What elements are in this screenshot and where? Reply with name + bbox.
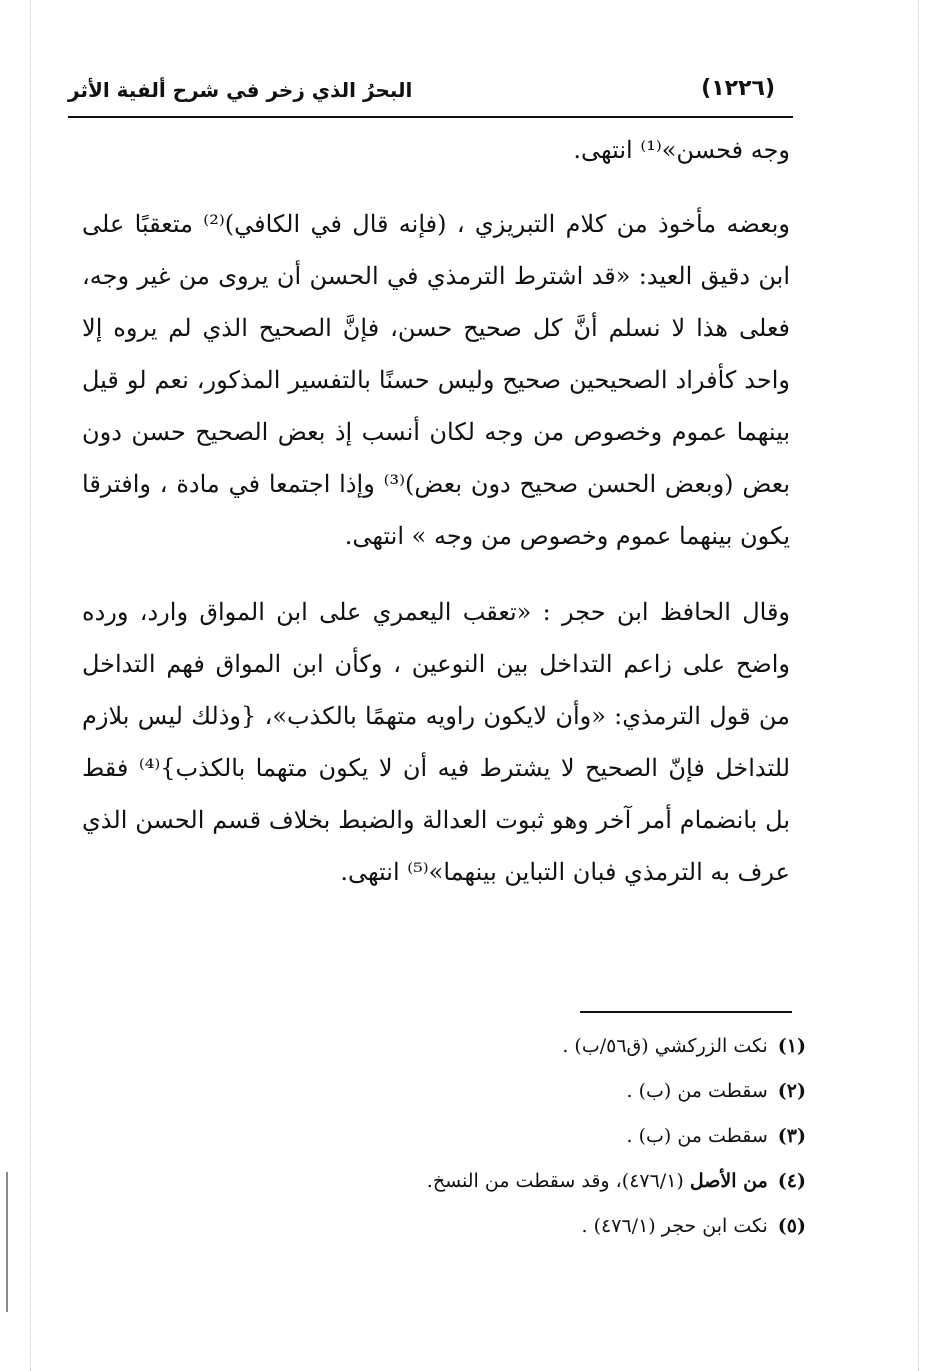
- page-header: [68, 62, 793, 118]
- footnote-4: [300, 1159, 806, 1204]
- paragraph-3: وقال الحافظ ابن حجر : «تعقب اليعمري على ابن المواق وارد، ورده واضح على زاعم التداخل بين النوعين ، وكأن ابن المواق فهم التداخل من قول الترمذي: «وأن لايكون راويه متهمًا بالكذب»، {وذلك ليس بلازم للتداخل فإنّ الصحيح لا يشترط فيه أن لا يكون متهما بالكذب}⁽⁴⁾ فقط بل بانضمام أمر آخر وهو ثبوت العدالة والضبط بخلاف قسم الحسن الذي عرف به الترمذي فبان التباين بينهما»⁽⁵⁾ انتهى.: [82, 598, 791, 886]
- footnote-3: [300, 1114, 806, 1159]
- footnote-1: [300, 1024, 806, 1069]
- margin-dots-right: [918, 0, 919, 1371]
- margin-dots-left: [30, 0, 31, 1371]
- footnote-text: سقطت من (ب) .: [626, 1080, 768, 1102]
- footnote-2: [300, 1069, 806, 1114]
- footnote-5: [300, 1204, 806, 1249]
- footnote-text: نكت ابن حجر (٤٧٦/١) .: [581, 1215, 768, 1237]
- footnote-number: (٢): [777, 1080, 806, 1102]
- main-text: [82, 124, 790, 898]
- footnote-number: (١): [777, 1035, 806, 1057]
- footnote-text: (٤٧٦/١)، وقد سقطت من النسخ.: [426, 1170, 690, 1192]
- running-title: البحرُ الذي زخر في شرح ألفية الأثر: [68, 78, 413, 102]
- paragraph-2: وبعضه مأخوذ من كلام التبريزي ، (فإنه قال في الكافي)⁽²⁾ متعقبًا على ابن دقيق العيد: «قد اشترط الترمذي في الحسن أن يروى من غير وجه، فعلى هذا لا نسلم أنَّ كل صحيح حسن، فإنَّ الصحيح الذي لم يروه إلا واحد كأفراد الصحيحين صحيح وليس حسنًا بالتفسير المذكور، نعم لو قيل بينهما عموم وخصوص من وجه لكان أنسب إذ بعض الصحيح حسن دون بعض (وبعض الحسن صحيح دون بعض)⁽³⁾ وإذا اجتمعا في مادة ، وافترقا يكون بينهما عموم وخصوص من وجه » انتهى.: [82, 210, 790, 550]
- footnote-lead: من الأصل: [689, 1170, 768, 1192]
- footnote-number: (٥): [777, 1215, 806, 1237]
- page-number: (١٢٢٦): [701, 76, 775, 101]
- footnote-text: سقطت من (ب) .: [626, 1125, 768, 1147]
- footnote-number: (٤): [777, 1170, 806, 1192]
- paragraph-1: وجه فحسن»⁽¹⁾ انتهى.: [573, 136, 790, 164]
- footnote-text: نكت الزركشي (ق٥٦/ب) .: [562, 1035, 768, 1057]
- footnote-divider: [580, 1011, 792, 1013]
- footnotes: [300, 1024, 806, 1249]
- footnote-number: (٣): [777, 1125, 806, 1147]
- scan-edge-mark: [6, 1172, 8, 1312]
